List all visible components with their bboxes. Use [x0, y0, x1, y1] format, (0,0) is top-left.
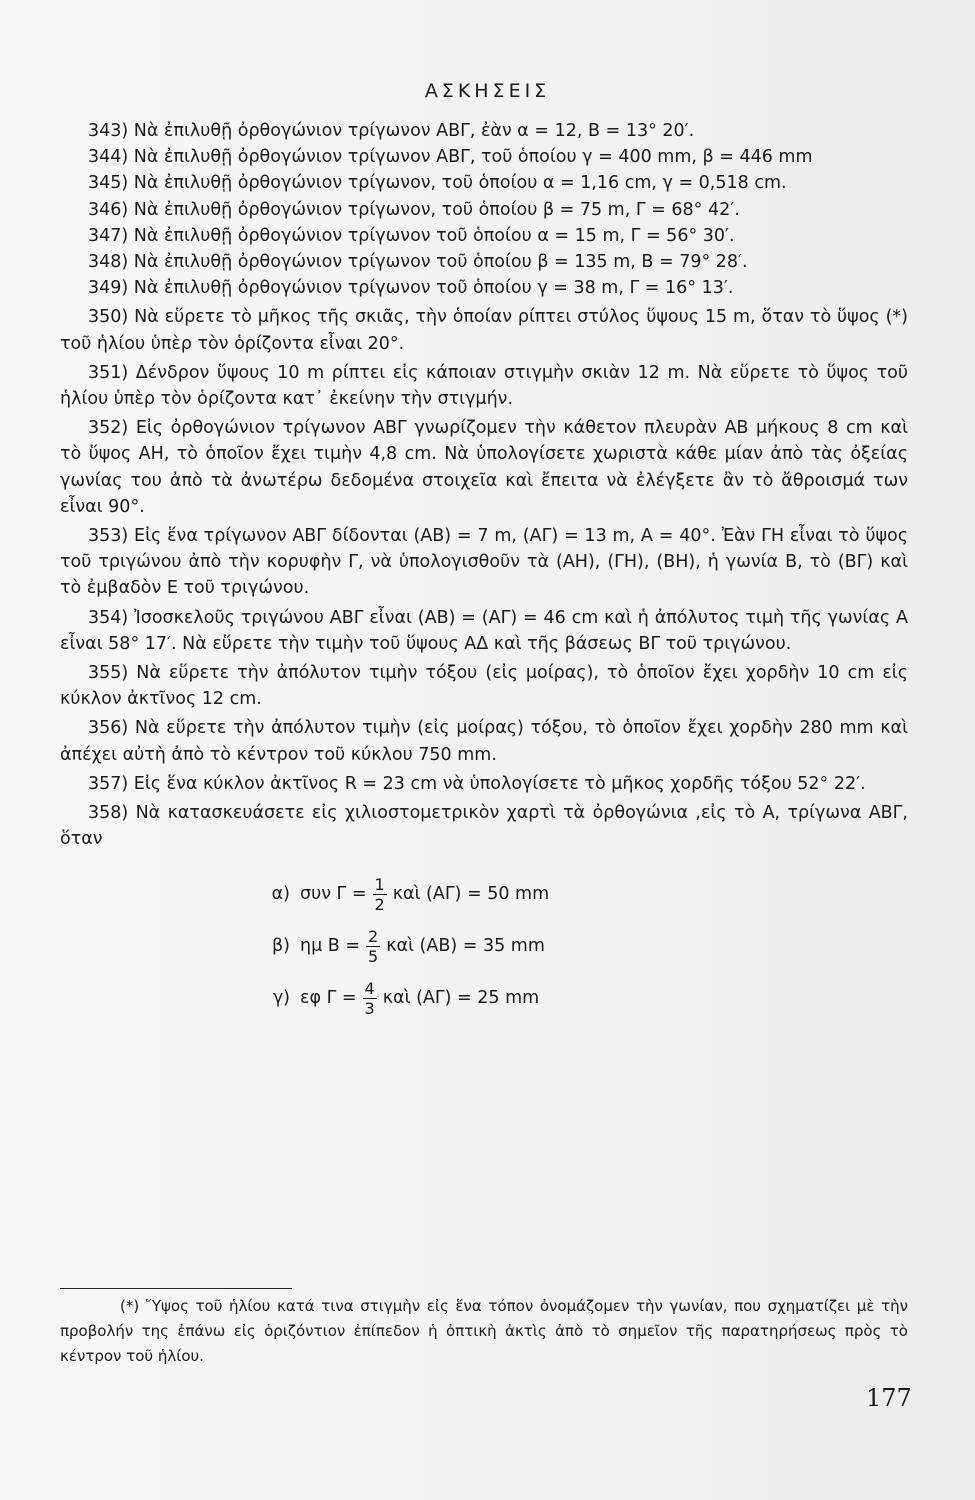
formula-c	[250, 972, 908, 1024]
formula-function: συν Γ =	[300, 884, 367, 905]
formula-function: ημ Β =	[300, 936, 361, 957]
exercise-346: 346) Νὰ ἐπιλυθῇ ὀρθογώνιον τρίγωνον, τοῦ ὁποίου β = 75 m, Γ = 68° 42′.	[88, 199, 740, 220]
footnote: (*) Ὕψος τοῦ ἡλίου κατά τινα στιγμὴν εἰς ἕνα τόπον ὀνομάζομεν τὴν γωνίαν, που σχηματίζει μὲ τὴν προβολήν της ἐπάνω εἰς ὁριζόντιον ἐπίπεδον ἡ ὀπτικὴ ἀκτὶς ἀπὸ τὸ σημεῖον τῆς παρατηρήσεως πρὸς τὸ κέντρον τοῦ ἡλίου.	[60, 1297, 908, 1365]
exercise-355: 355) Νὰ εὕρετε τὴν ἀπόλυτον τιμὴν τόξου (εἰς μοίρας), τὸ ὁποῖον ἔχει χορδὴν 10 cm εἰς κύκλον ἀκτῖνος 12 cm.	[60, 663, 908, 710]
exercise-350: 350) Νὰ εὕρετε τὸ μῆκος τῆς σκιᾶς, τὴν ὁποίαν ρίπτει στύλος ὕψους 15 m, ὅταν τὸ ὕψος (*) τοῦ ἡλίου ὑπὲρ τὸν ὁρίζοντα εἶναι 20°.	[60, 307, 908, 354]
exercise-348: 348) Νὰ ἐπιλυθῇ ὀρθογώνιον τρίγωνον τοῦ ὁποίου β = 135 m, Β = 79° 28′.	[88, 252, 748, 273]
section-heading: ΑΣΚΗΣΕΙΣ	[424, 80, 551, 102]
exercise-357: 357) Εἰς ἕνα κύκλον ἀκτῖνος R = 23 cm νὰ ὑπολογίσετε τὸ μῆκος χορδῆς τόξου 52° 22′.	[88, 773, 866, 794]
exercise-354: 354) Ἰσοσκελοῦς τριγώνου ΑΒΓ εἶναι (ΑΒ) = (ΑΓ) = 46 cm καὶ ἡ ἀπόλυτος τιμὴ τῆς γωνίας Α εἶναι 58° 17′. Νὰ εὕρετε τὴν τιμὴν τοῦ ὕψους ΑΔ καὶ τῆς βάσεως ΒΓ τοῦ τριγώνου.	[60, 607, 908, 654]
exercise-358: 358) Νὰ κατασκευάσετε εἰς χιλιοστομετρικὸν χαρτὶ τὰ ὀρθογώνια ,εἰς τὸ Α, τρίγωνα ΑΒΓ, ὅταν	[60, 803, 908, 850]
fraction-denominator: 2	[374, 894, 385, 914]
fraction-numerator: 4	[364, 978, 375, 998]
fraction	[373, 875, 387, 914]
fraction	[363, 979, 377, 1018]
fraction-denominator: 3	[364, 998, 375, 1018]
formula-label: β)	[272, 936, 290, 957]
exercise-345: 345) Νὰ ἐπιλυθῇ ὀρθογώνιον τρίγωνον, τοῦ ὁποίου α = 1,16 cm, γ = 0,518 cm.	[88, 173, 787, 194]
exercise-351: 351) Δένδρον ὕψους 10 m ρίπτει εἰς κάποιαν στιγμὴν σκιὰν 12 m. Νὰ εὕρετε τὸ ὕψος τοῦ ἡλίου ὑπὲρ τὸν ὁρίζοντα κατ᾿ ἐκείνην τὴν στιγμήν.	[60, 362, 908, 410]
formula-condition: καὶ (ΑΒ) = 35 mm	[386, 936, 545, 957]
formula-a	[250, 868, 908, 920]
formula-list	[60, 868, 908, 1024]
exercise-353: 353) Εἰς ἕνα τρίγωνον ΑΒΓ δίδονται (ΑΒ) = 7 m, (ΑΓ) = 13 m, Α = 40°. Ἐὰν ΓΗ εἶναι τὸ ὕψος τοῦ τριγώνου ἀπὸ τὴν κορυφὴν Γ, νὰ ὑπολογισθοῦν τὰ (ΑΗ), (ΓΗ), (ΒΗ), ἡ γωνία Β, τὸ (ΒΓ) καὶ τὸ ἐμβαδὸν Ε τοῦ τριγώνου.	[60, 526, 908, 599]
formula-condition: καὶ (ΑΓ) = 25 mm	[382, 988, 540, 1009]
fraction	[366, 927, 380, 966]
exercise-344: 344) Νὰ ἐπιλυθῇ ὀρθογώνιον τρίγωνον ΑΒΓ, τοῦ ὁποίου γ = 400 mm, β = 446 mm	[88, 147, 813, 168]
formula-b	[250, 920, 908, 972]
exercise-343: 343) Νὰ ἐπιλυθῇ ὀρθογώνιον τρίγωνον ΑΒΓ, ἐὰν α = 12, Β = 13° 20′.	[88, 121, 695, 141]
exercise-356: 356) Νὰ εὕρετε τὴν ἀπόλυτον τιμὴν (εἰς μοίρας) τόξου, τὸ ὁποῖον ἔχει χορδὴν 280 mm καὶ ἀπέχει αὐτὴ ἀπὸ τὸ κέντρον τοῦ κύκλου 750 mm.	[60, 718, 908, 765]
footnote-divider	[60, 1288, 292, 1289]
exercise-list	[60, 118, 908, 1024]
formula-label: α)	[271, 884, 290, 905]
formula-label: γ)	[272, 988, 290, 1009]
fraction-denominator: 5	[368, 946, 379, 966]
formula-function: εφ Γ =	[300, 988, 357, 1009]
fraction-numerator: 2	[368, 926, 379, 946]
exercise-352: 352) Εἰς ὀρθογώνιον τρίγωνον ΑΒΓ γνωρίζομεν τὴν κάθετον πλευρὰν ΑΒ μήκους 8 cm καὶ τὸ ὕψος ΑΗ, τὸ ὁποῖον ἔχει τιμὴν 4,8 cm. Νὰ ὑπολογίσετε χωριστὰ κάθε μίαν ἀπὸ τὰς ὀξείας γωνίας του ἀπὸ τὰ ἀνωτέρω δεδομένα στοιχεῖα καὶ ἔπειτα νὰ ἐλέγξετε ἂν τὸ ἄθροισμά των εἶναι 90°.	[60, 418, 908, 517]
exercise-349: 349) Νὰ ἐπιλυθῇ ὀρθογώνιον τρίγωνον τοῦ ὁποίου γ = 38 m, Γ = 16° 13′.	[88, 278, 734, 299]
fraction-numerator: 1	[374, 874, 385, 894]
page-number: 177	[866, 1384, 912, 1412]
exercise-347: 347) Νὰ ἐπιλυθῇ ὀρθογώνιον τρίγωνον τοῦ ὁποίου α = 15 m, Γ = 56° 30′.	[88, 225, 735, 246]
formula-condition: καὶ (ΑΓ) = 50 mm	[392, 884, 550, 905]
